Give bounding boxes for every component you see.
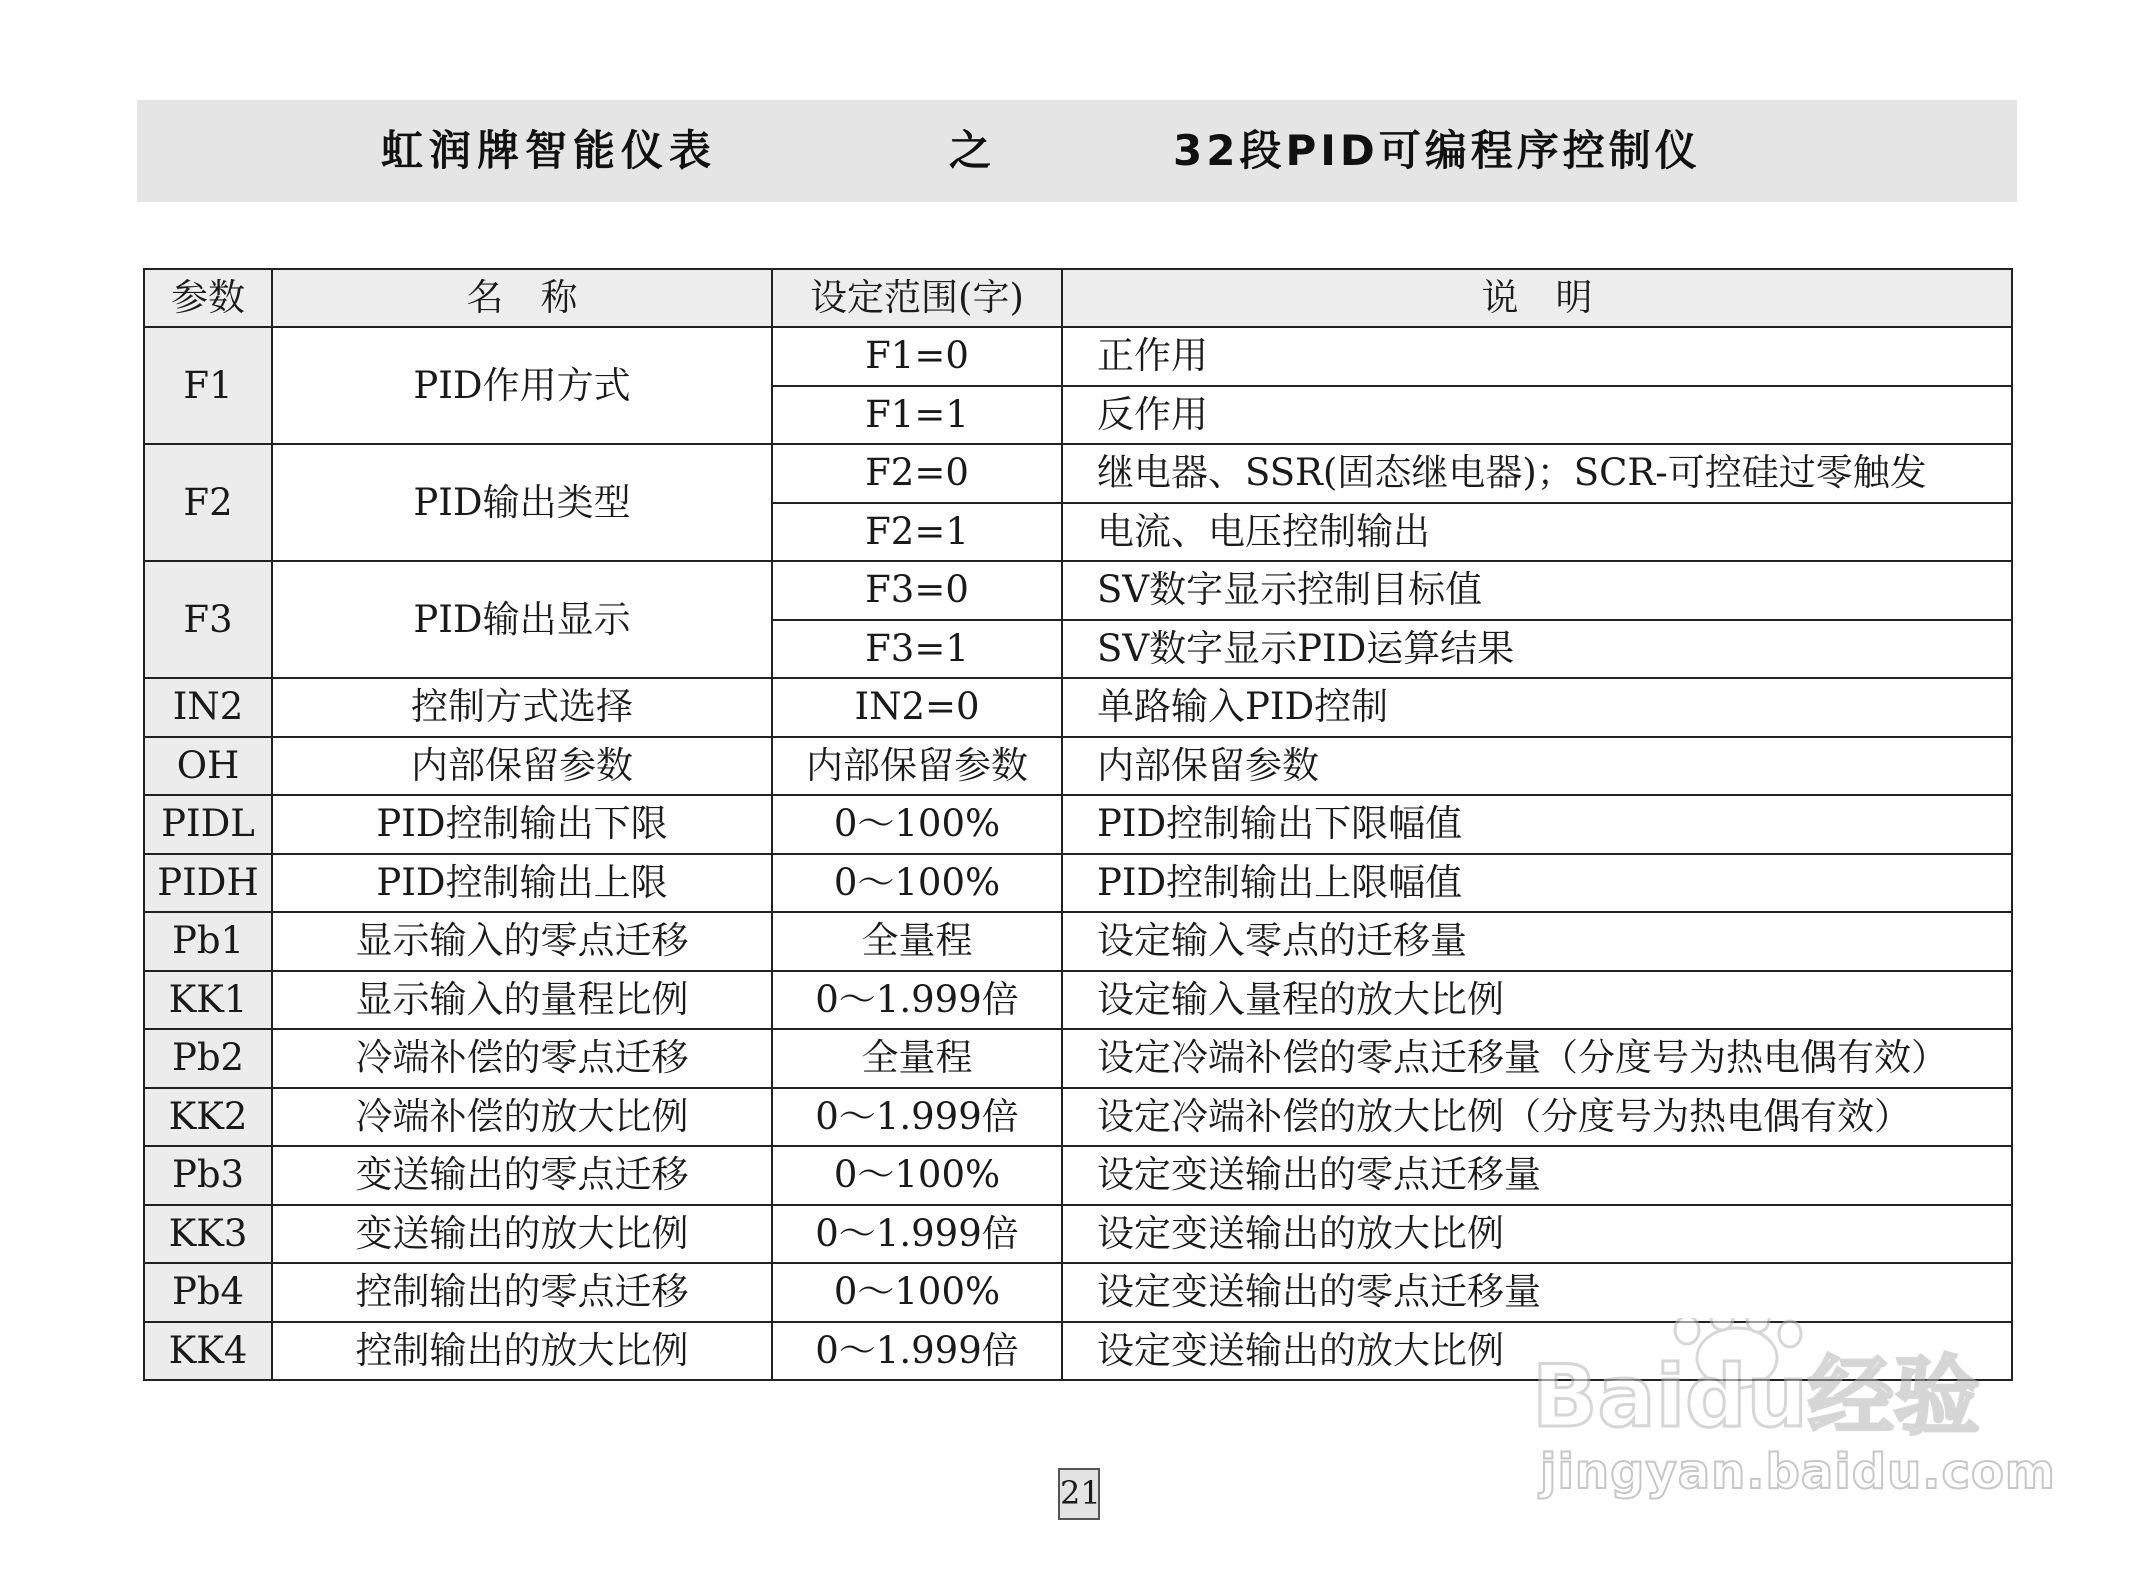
name-cell: 显示输入的零点迁移 (272, 912, 772, 971)
range-cell: F3=1 (772, 620, 1062, 679)
range-cell: 0～100% (772, 854, 1062, 913)
table-row (144, 678, 2012, 737)
name-cell: PID作用方式 (272, 327, 772, 444)
watermark-url: jingyan.baidu.com (1540, 1444, 2056, 1500)
table-row (144, 1263, 2012, 1322)
range-cell: 0～1.999倍 (772, 1205, 1062, 1264)
range-cell: 0～100% (772, 795, 1062, 854)
header-brand: 虹润牌智能仪表 (381, 126, 718, 175)
desc-cell: 设定变送输出的放大比例 (1062, 1205, 2012, 1264)
column-header-name: 名 称 (272, 269, 772, 327)
range-cell: 0～1.999倍 (772, 1088, 1062, 1147)
desc-cell: 单路输入PID控制 (1062, 678, 2012, 737)
param-cell: Pb1 (144, 912, 272, 971)
desc-cell: 正作用 (1062, 327, 2012, 386)
name-cell: 显示输入的量程比例 (272, 971, 772, 1030)
param-cell: Pb2 (144, 1029, 272, 1088)
range-cell: F3=0 (772, 561, 1062, 620)
desc-cell: 设定变送输出的零点迁移量 (1062, 1263, 2012, 1322)
param-cell: F1 (144, 327, 272, 444)
table-row (144, 1029, 2012, 1088)
name-cell: 内部保留参数 (272, 737, 772, 796)
param-cell: IN2 (144, 678, 272, 737)
baidu-jingyan-watermark (1532, 1318, 2022, 1438)
range-cell: 内部保留参数 (772, 737, 1062, 796)
table-row (144, 854, 2012, 913)
name-cell: 控制方式选择 (272, 678, 772, 737)
name-cell: 控制输出的放大比例 (272, 1322, 772, 1381)
param-cell: KK2 (144, 1088, 272, 1147)
table-row (144, 1205, 2012, 1264)
desc-cell: 设定输入量程的放大比例 (1062, 971, 2012, 1030)
watermark-logo-text: Baidu经验 (1532, 1347, 1980, 1438)
table-row (144, 444, 2012, 503)
table-row (144, 561, 2012, 620)
desc-cell: 设定冷端补偿的放大比例（分度号为热电偶有效） (1062, 1088, 2012, 1147)
range-cell: F1=0 (772, 327, 1062, 386)
page-header-band (137, 100, 2017, 202)
name-cell: PID控制输出上限 (272, 854, 772, 913)
column-header-param: 参数 (144, 269, 272, 327)
column-header-range: 设定范围(字) (772, 269, 1062, 327)
range-cell: 全量程 (772, 1029, 1062, 1088)
table-row (144, 737, 2012, 796)
page-number: 21 (1058, 1468, 1100, 1520)
range-cell: F1=1 (772, 386, 1062, 445)
param-cell: F2 (144, 444, 272, 561)
range-cell: 0～1.999倍 (772, 1322, 1062, 1381)
range-cell: 0～1.999倍 (772, 971, 1062, 1030)
name-cell: PID控制输出下限 (272, 795, 772, 854)
range-cell: 0～100% (772, 1146, 1062, 1205)
name-cell: 冷端补偿的零点迁移 (272, 1029, 772, 1088)
desc-cell: SV数字显示控制目标值 (1062, 561, 2012, 620)
header-product: 32段PID可编程序控制仪 (1173, 126, 1701, 175)
table-row (144, 327, 2012, 386)
desc-cell: PID控制输出上限幅值 (1062, 854, 2012, 913)
param-cell: F3 (144, 561, 272, 678)
desc-cell: 设定变送输出的放大比例 (1062, 1322, 2012, 1381)
name-cell: 冷端补偿的放大比例 (272, 1088, 772, 1147)
range-cell: 全量程 (772, 912, 1062, 971)
param-cell: PIDL (144, 795, 272, 854)
range-cell: F2=1 (772, 503, 1062, 562)
range-cell: F2=0 (772, 444, 1062, 503)
param-cell: KK3 (144, 1205, 272, 1264)
desc-cell: 反作用 (1062, 386, 2012, 445)
desc-cell: 设定变送输出的零点迁移量 (1062, 1146, 2012, 1205)
range-cell: IN2=0 (772, 678, 1062, 737)
table-row (144, 1146, 2012, 1205)
param-cell: Pb4 (144, 1263, 272, 1322)
name-cell: 控制输出的零点迁移 (272, 1263, 772, 1322)
table-row (144, 912, 2012, 971)
range-cell: 0～100% (772, 1263, 1062, 1322)
param-cell: KK1 (144, 971, 272, 1030)
desc-cell: 继电器、SSR(固态继电器)；SCR-可控硅过零触发 (1062, 444, 2012, 503)
param-cell: PIDH (144, 854, 272, 913)
desc-cell: SV数字显示PID运算结果 (1062, 620, 2012, 679)
desc-cell: 电流、电压控制输出 (1062, 503, 2012, 562)
param-cell: OH (144, 737, 272, 796)
desc-cell: PID控制输出下限幅值 (1062, 795, 2012, 854)
desc-cell: 内部保留参数 (1062, 737, 2012, 796)
table-header-row (144, 269, 2012, 327)
table-row (144, 795, 2012, 854)
param-cell: KK4 (144, 1322, 272, 1381)
name-cell: 变送输出的放大比例 (272, 1205, 772, 1264)
table-row (144, 1088, 2012, 1147)
name-cell: PID输出显示 (272, 561, 772, 678)
header-connector: 之 (949, 126, 998, 175)
desc-cell: 设定输入零点的迁移量 (1062, 912, 2012, 971)
column-header-desc: 说 明 (1062, 269, 2012, 327)
param-cell: Pb3 (144, 1146, 272, 1205)
table-row (144, 971, 2012, 1030)
name-cell: PID输出类型 (272, 444, 772, 561)
name-cell: 变送输出的零点迁移 (272, 1146, 772, 1205)
desc-cell: 设定冷端补偿的零点迁移量（分度号为热电偶有效） (1062, 1029, 2012, 1088)
parameter-table (143, 268, 2013, 1381)
